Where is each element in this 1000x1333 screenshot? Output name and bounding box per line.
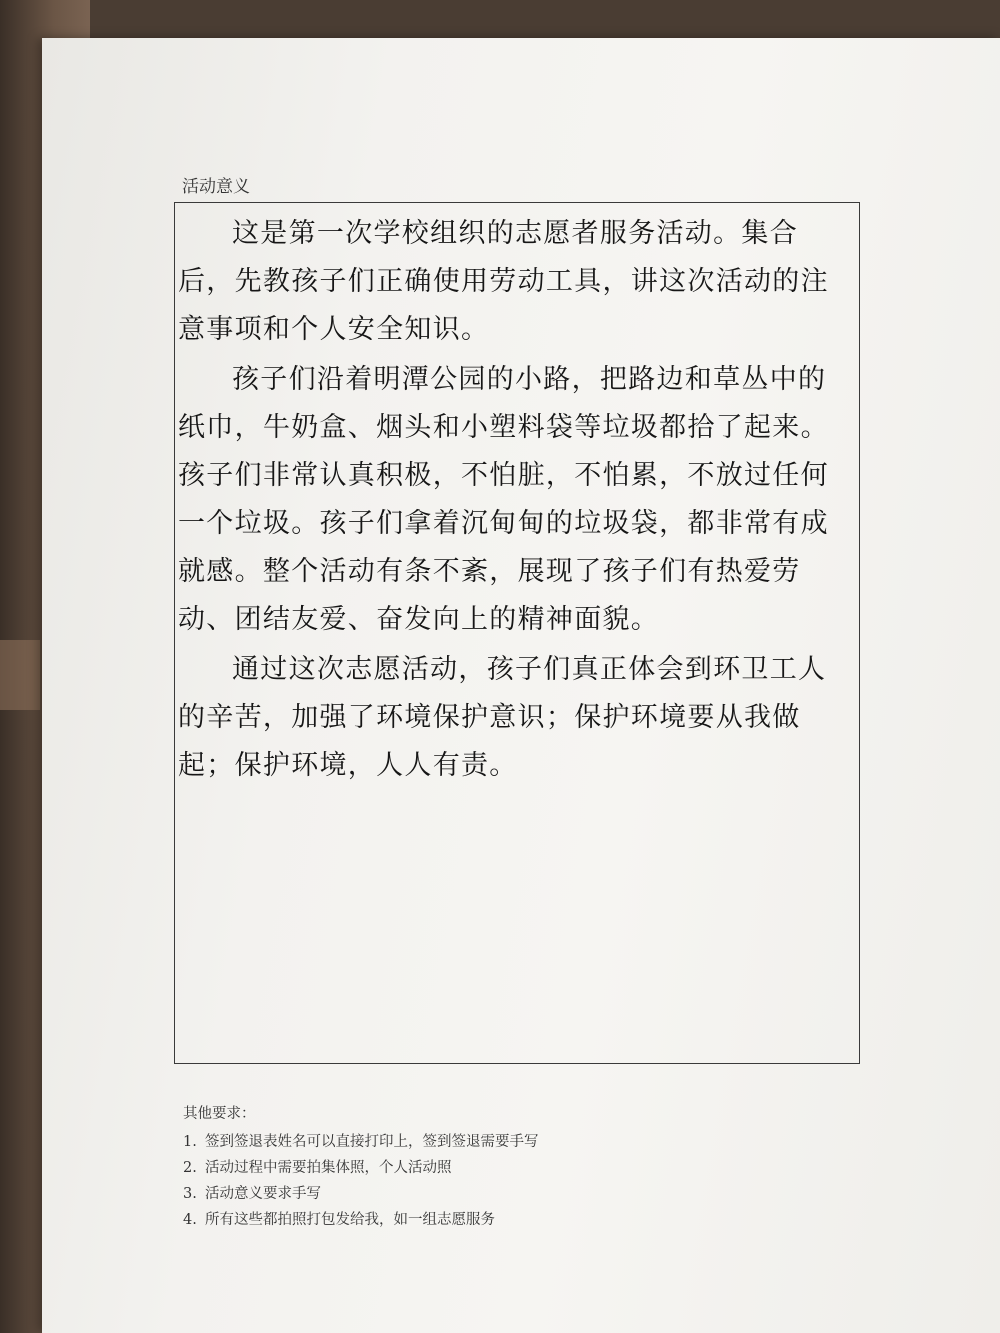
requirements-section	[183, 1102, 539, 1233]
requirements-list	[183, 1129, 539, 1233]
item-number: 2.	[183, 1160, 197, 1176]
list-item	[183, 1181, 539, 1207]
item-text: 活动意义要求手写	[205, 1186, 321, 1202]
desk-highlight	[0, 640, 40, 710]
handwritten-text	[178, 210, 853, 790]
paragraph-2: 孩子们沿着明潭公园的小路，把路边和草丛中的纸巾，牛奶盒、烟头和小塑料袋等垃圾都拾了起来。孩子们非常认真积极，不怕脏，不怕累，不放过任何一个垃圾。孩子们拿着沉甸甸的垃圾袋，都非常有成就感。整个活动有条不紊，展现了孩子们有热爱劳动、团结友爱、奋发向上的精神面貌。	[178, 364, 829, 635]
item-text: 活动过程中需要拍集体照，个人活动照	[205, 1160, 452, 1176]
paragraph-1: 这是第一次学校组织的志愿者服务活动。集合后，先教孩子们正确使用劳动工具，讲这次活动的注意事项和个人安全知识。	[178, 218, 829, 345]
requirements-title: 其他要求：	[183, 1106, 256, 1122]
list-item	[183, 1129, 539, 1155]
item-text: 签到签退表姓名可以直接打印上，签到签退需要手写	[205, 1134, 539, 1150]
list-item	[183, 1207, 539, 1233]
section-title: 活动意义	[182, 177, 250, 197]
list-item	[183, 1155, 539, 1181]
paragraph-3: 通过这次志愿活动，孩子们真正体会到环卫工人的辛苦，加强了环境保护意识；保护环境要从我做起；保护环境，人人有责。	[178, 654, 827, 781]
item-number: 3.	[183, 1186, 197, 1202]
item-text: 所有这些都拍照打包发给我，如一组志愿服务	[205, 1212, 495, 1228]
item-number: 1.	[183, 1134, 197, 1150]
item-number: 4.	[183, 1212, 197, 1228]
